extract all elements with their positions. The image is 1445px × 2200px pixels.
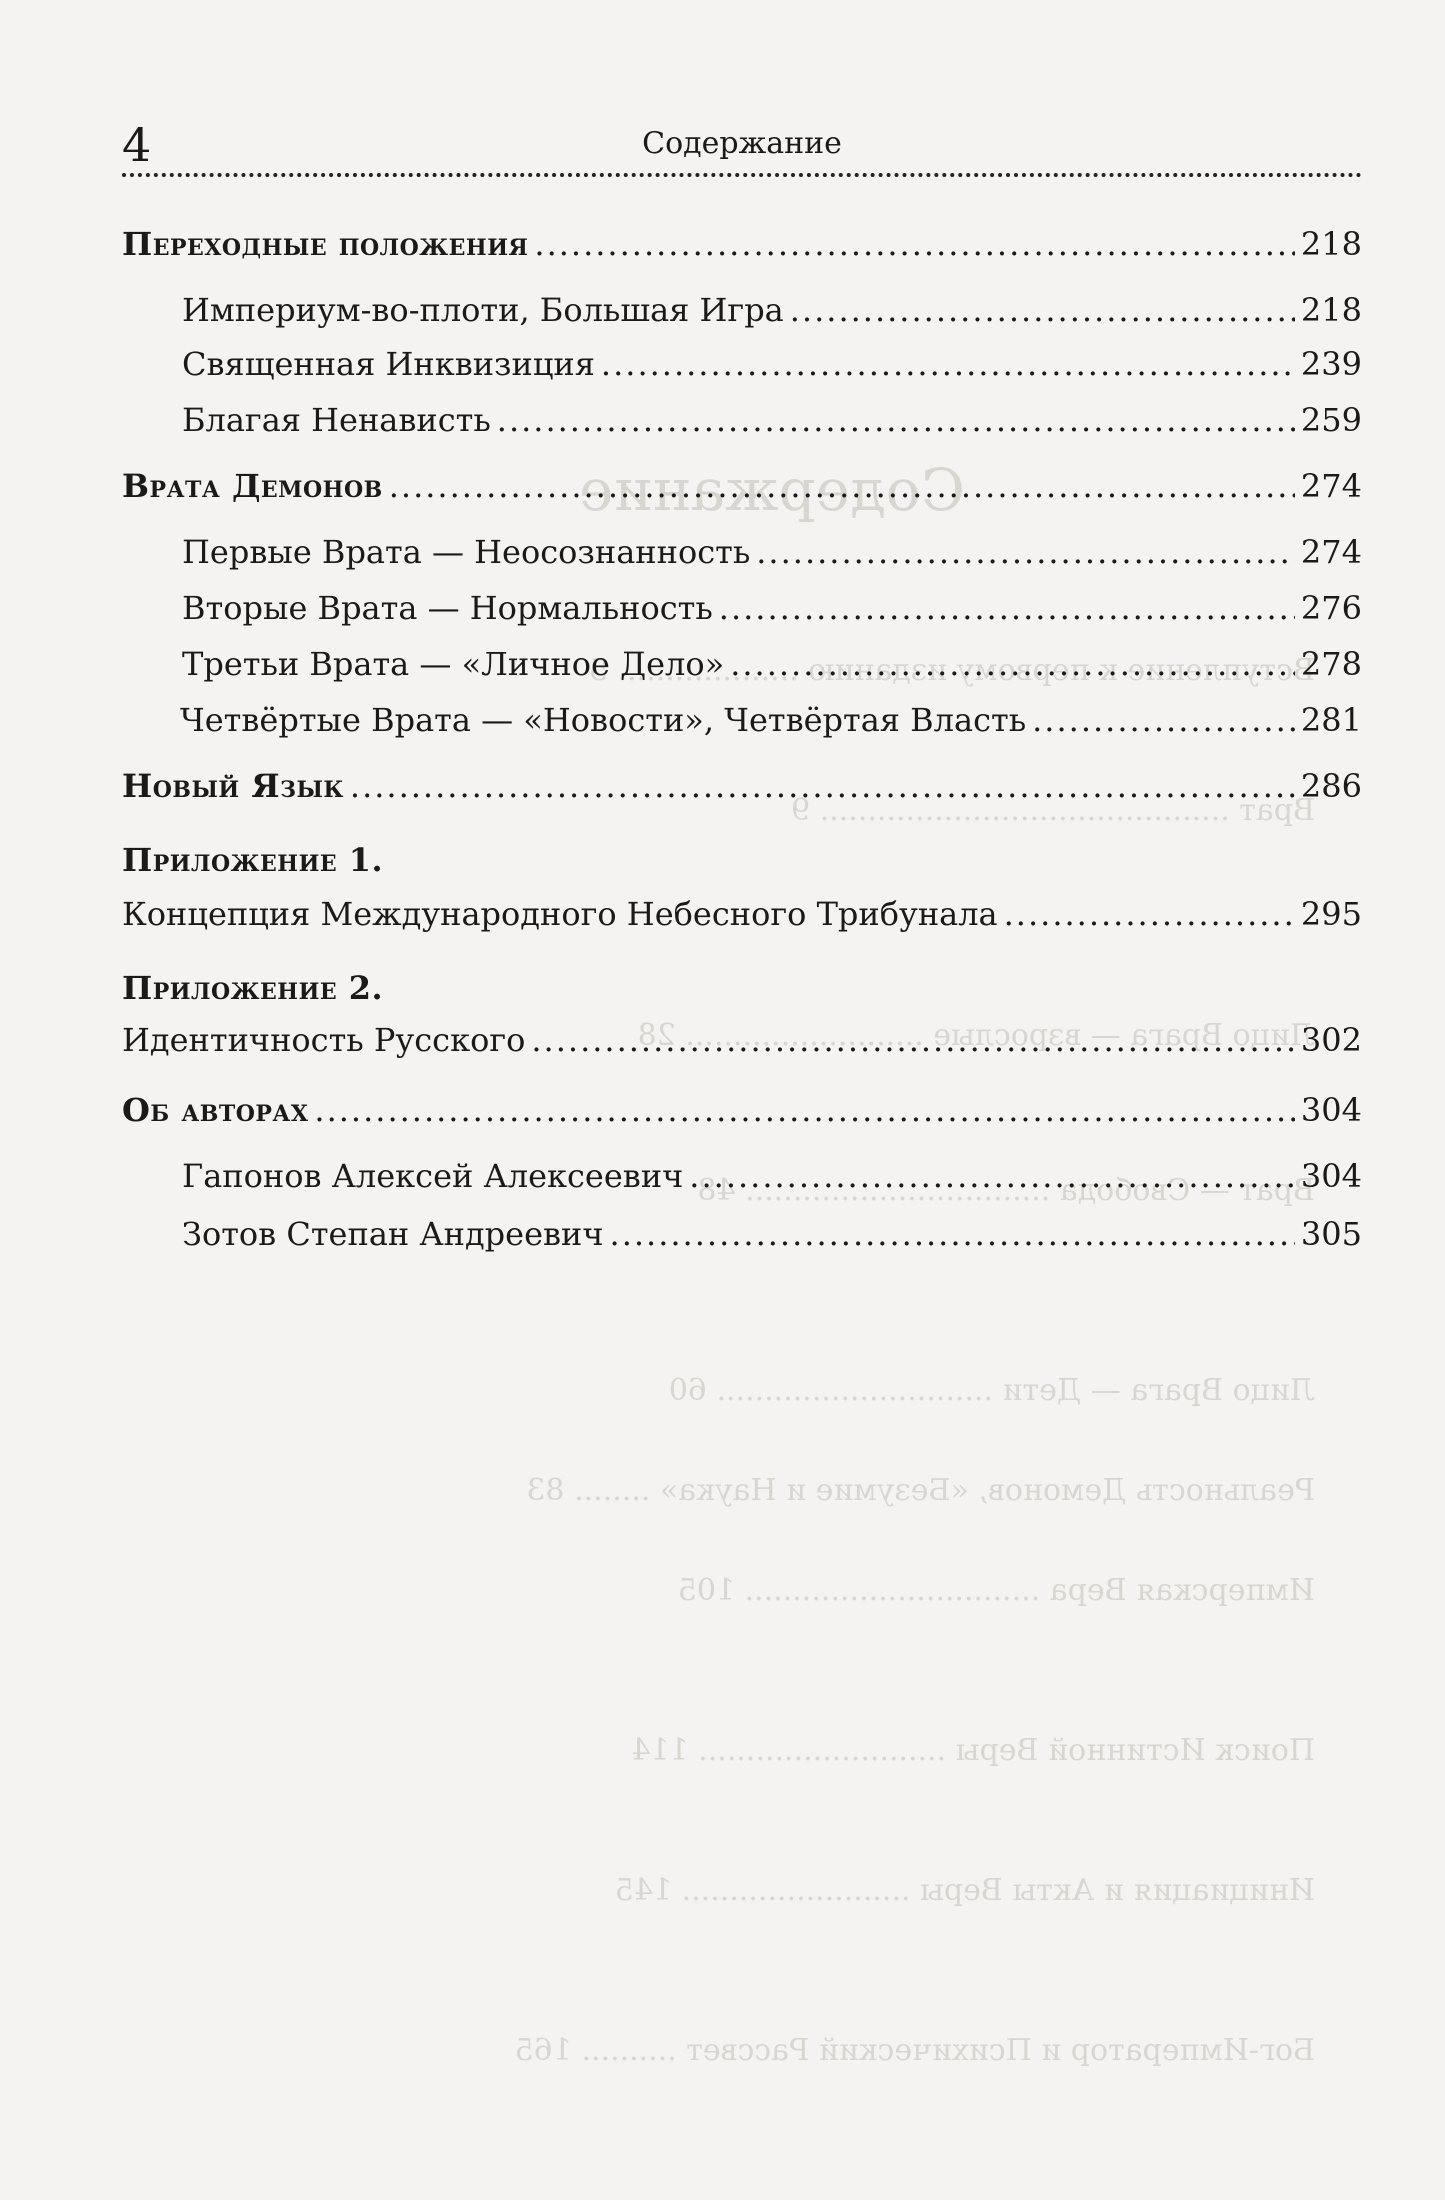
- toc-entry-page: 304: [1300, 1157, 1362, 1195]
- leader-dots: [534, 222, 1295, 266]
- leader-dots: [350, 764, 1295, 808]
- toc-entry-title: Врата Демонов: [122, 467, 383, 505]
- toc-entry-page: 305: [1300, 1215, 1362, 1253]
- svg-text:Инициация и Акты Веры ........: Инициация и Акты Веры ........................ 145: [614, 1873, 1315, 1908]
- toc-entry-page: 218: [1300, 291, 1362, 329]
- toc-entry: [182, 1212, 1362, 1256]
- leader-dots: [497, 398, 1295, 442]
- page-header: [122, 118, 1362, 180]
- page-number: 4: [122, 118, 152, 172]
- toc-entry-title: Переходные положения: [122, 225, 529, 263]
- toc-entry: [182, 342, 1362, 386]
- toc-entry-page: 276: [1300, 589, 1362, 627]
- leader-dots: [610, 1212, 1295, 1256]
- toc-entry-title: Четвёртые Врата — «Новости», Четвёртая Власть: [180, 701, 1027, 739]
- svg-text:Врат .........................: Врат ........................................... 9: [791, 793, 1315, 828]
- svg-text:Поиск Истинной Веры ..........: Поиск Истинной Веры .......................... 114: [631, 1733, 1315, 1768]
- toc-entry-title: Первые Врата — Неосознанность: [182, 533, 751, 571]
- toc-entry-title: Идентичность Русского: [122, 1021, 526, 1059]
- leader-dots: [314, 1088, 1295, 1132]
- leader-dots: [756, 530, 1295, 574]
- toc-entry-page: 239: [1300, 345, 1362, 383]
- leader-dots: [601, 342, 1295, 386]
- toc-entry-page: 274: [1300, 533, 1362, 571]
- svg-text:Лицо Врага — Дети ............: Лицо Врага — Дети ............................. 60: [668, 1373, 1315, 1408]
- running-title: Содержание: [642, 126, 842, 161]
- toc-entry: [182, 398, 1362, 442]
- leader-dots: [689, 1154, 1295, 1198]
- leader-dots: [531, 1018, 1295, 1062]
- toc-entry: [122, 892, 1362, 936]
- toc-entry-title: Новый Язык: [122, 767, 344, 805]
- toc-entry-page: 304: [1300, 1091, 1362, 1129]
- svg-text:Содержание: Содержание: [578, 456, 965, 524]
- toc-entry: [182, 1154, 1362, 1198]
- toc-appendix-heading: Приложение 2.: [122, 969, 384, 1007]
- svg-text:Врат — Свобода ...............: Врат — Свобода ................................ 48: [697, 1173, 1315, 1208]
- toc-entry-title: Зотов Степан Андреевич: [182, 1215, 604, 1253]
- toc-entry-page: 295: [1300, 895, 1362, 933]
- toc-entry-title: Вторые Врата — Нормальность: [182, 589, 713, 627]
- toc-entry-section: [122, 1088, 1362, 1132]
- toc-entry-section: [122, 764, 1362, 808]
- toc-entry-title: Гапонов Алексей Алексеевич: [182, 1157, 684, 1195]
- toc-entry: [180, 698, 1362, 742]
- leader-dots: [389, 464, 1295, 508]
- toc-entry-title: Благая Ненависть: [182, 401, 491, 439]
- toc-entry: [122, 1018, 1362, 1062]
- toc-entry: [182, 642, 1362, 686]
- toc-appendix-heading: Приложение 1.: [122, 841, 384, 879]
- leader-dots: [1004, 892, 1295, 936]
- svg-text:Бог-Император и Психический Ра: Бог-Император и Психический Рассвет .......... 165: [514, 2033, 1315, 2068]
- toc-entry: [182, 586, 1362, 630]
- svg-text:Вступление к первому изданию .: Вступление к первому изданию ................... 5: [588, 653, 1315, 688]
- svg-text:Реальность Демонов, «Безумие и: Реальность Демонов, «Безумие и Наука» ........ 83: [526, 1473, 1315, 1508]
- toc-entry-title: Об авторах: [122, 1091, 309, 1129]
- toc-entry-title: Третьи Врата — «Личное Дело»: [182, 645, 725, 683]
- toc-entry-page: 302: [1300, 1021, 1362, 1059]
- toc-entry-page: 286: [1300, 767, 1362, 805]
- toc-entry: [182, 288, 1362, 332]
- toc-entry-title: Концепция Международного Небесного Трибунала: [122, 895, 998, 933]
- svg-text:Имперская Вера ...............: Имперская Вера ............................... 105: [677, 1573, 1315, 1608]
- toc-entry: [182, 530, 1362, 574]
- toc-entry-page: 278: [1300, 645, 1362, 683]
- toc-entry-page: 281: [1300, 701, 1362, 739]
- toc-entry-page: 274: [1300, 467, 1362, 505]
- toc-entry-page: 259: [1300, 401, 1362, 439]
- leader-dots: [1032, 698, 1295, 742]
- leader-dots: [719, 586, 1295, 630]
- toc-entry-section: [122, 222, 1362, 266]
- toc-entry-title: Империум-во-плоти, Большая Игра: [182, 291, 784, 329]
- header-dotted-rule: [122, 173, 1362, 177]
- svg-text:Лицо Врага — взрослые ........: Лицо Врага — взрослые ......................... 28: [637, 1018, 1315, 1053]
- leader-dots: [790, 288, 1295, 332]
- toc-entry-title: Священная Инквизиция: [182, 345, 595, 383]
- toc-entry-page: 218: [1300, 225, 1362, 263]
- leader-dots: [730, 642, 1295, 686]
- toc-entry-section: [122, 464, 1362, 508]
